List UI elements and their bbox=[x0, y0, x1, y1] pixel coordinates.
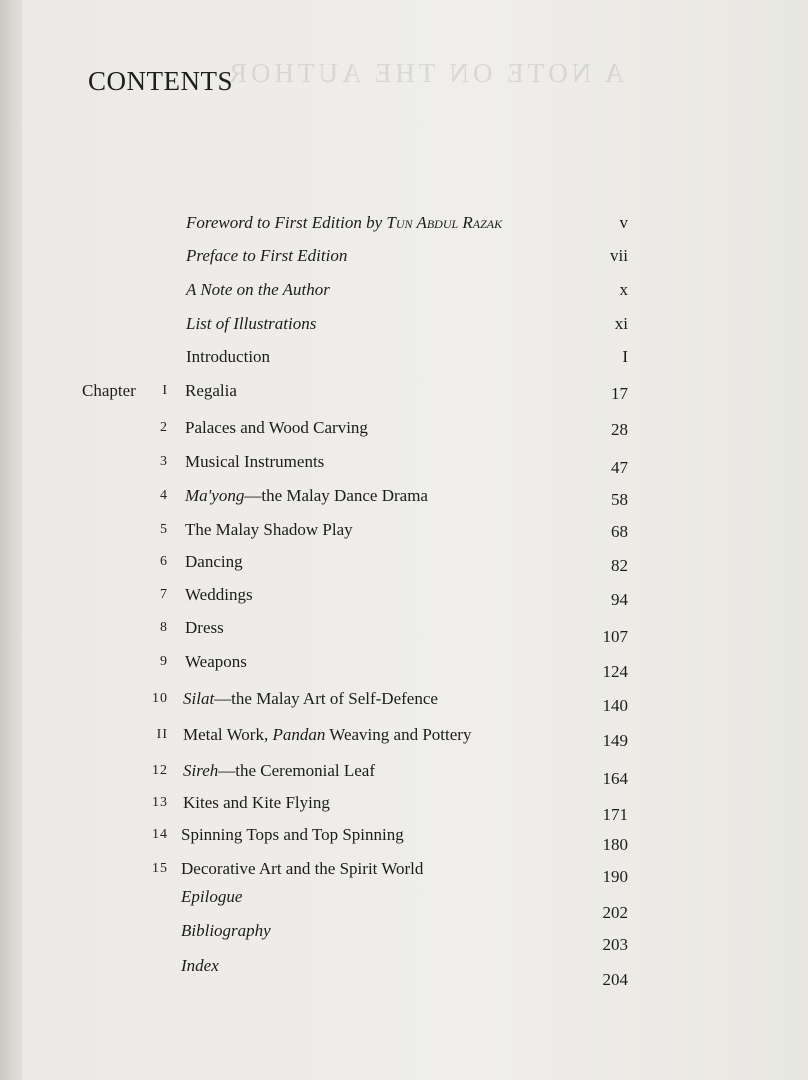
entry-title bbox=[186, 275, 330, 305]
chapter-number: 3 bbox=[160, 454, 168, 469]
toc-entry bbox=[0, 413, 808, 443]
entry-title-part: Musical Instruments bbox=[185, 452, 325, 471]
entry-title bbox=[185, 447, 324, 477]
chapter-number: 15 bbox=[152, 861, 168, 876]
entry-title bbox=[181, 854, 423, 884]
entry-title-part: —the Ceremonial Leaf bbox=[218, 761, 375, 780]
chapter-label: Chapter bbox=[82, 381, 136, 400]
page-number: 82 bbox=[611, 556, 628, 575]
page-number: 107 bbox=[602, 627, 628, 646]
entry-title bbox=[186, 342, 270, 372]
toc-entry bbox=[0, 580, 808, 610]
page-number: 171 bbox=[602, 805, 628, 824]
chapter-number: 8 bbox=[160, 620, 168, 635]
entry-title-part: Epilogue bbox=[181, 887, 243, 906]
entry-title-part: Spinning Tops and Top Spinning bbox=[181, 825, 404, 844]
entry-title bbox=[185, 580, 253, 610]
entry-title bbox=[185, 613, 224, 643]
entry-title-part: Bibliography bbox=[181, 921, 271, 940]
page-number: 58 bbox=[611, 490, 628, 509]
entry-title bbox=[183, 756, 375, 786]
entry-title bbox=[185, 647, 247, 677]
toc-entry bbox=[0, 684, 808, 714]
chapter-number: 4 bbox=[160, 488, 168, 503]
entry-title bbox=[185, 515, 353, 545]
entry-title bbox=[181, 820, 404, 850]
toc-entry bbox=[0, 788, 808, 824]
toc-entry bbox=[0, 275, 808, 305]
chapter-number: 7 bbox=[160, 587, 168, 602]
page-number: xi bbox=[614, 314, 628, 333]
chapter-number: 10 bbox=[152, 691, 168, 706]
entry-title-part: Introduction bbox=[186, 347, 271, 366]
toc-entry bbox=[0, 613, 808, 646]
entry-title bbox=[185, 413, 368, 443]
page-number: 124 bbox=[602, 662, 628, 681]
toc-entry bbox=[0, 547, 808, 577]
entry-title bbox=[185, 547, 243, 577]
page-number: 94 bbox=[611, 590, 628, 609]
toc-entry bbox=[0, 647, 808, 681]
chapter-number: 2 bbox=[160, 420, 168, 435]
page-number: 204 bbox=[602, 970, 628, 989]
chapter-number: 5 bbox=[160, 522, 168, 537]
page-title: CONTENTS bbox=[88, 66, 233, 96]
page-number: 68 bbox=[611, 522, 628, 541]
toc-entry bbox=[0, 854, 808, 884]
entry-title bbox=[181, 882, 242, 912]
entry-title-part: —the Malay Art of Self-Defence bbox=[214, 689, 438, 708]
entry-title-part: Index bbox=[181, 956, 219, 975]
entry-title bbox=[186, 309, 316, 339]
chapter-number: II bbox=[156, 727, 168, 742]
entry-title-part: Dress bbox=[185, 618, 224, 637]
page-number: x bbox=[619, 280, 628, 299]
toc-entry bbox=[0, 447, 808, 477]
page-number: 180 bbox=[602, 835, 628, 854]
page-number: 202 bbox=[602, 903, 628, 922]
entry-title bbox=[183, 720, 471, 750]
entry-title-part: Sireh bbox=[183, 761, 219, 780]
toc-entry bbox=[0, 481, 808, 511]
toc-entry bbox=[0, 916, 808, 954]
toc-entry bbox=[0, 376, 808, 406]
entry-title-part: The Malay Shadow Play bbox=[185, 520, 353, 539]
toc-entry bbox=[0, 820, 808, 854]
entry-title-part: Metal Work, bbox=[183, 725, 273, 744]
entry-title bbox=[181, 916, 271, 946]
page-number: v bbox=[619, 213, 628, 232]
chapter-number: 9 bbox=[160, 654, 168, 669]
entry-title-part: Weaving and Pottery bbox=[325, 725, 472, 744]
page-number: 47 bbox=[611, 458, 628, 477]
entry-title-part: Preface to First Edition bbox=[186, 246, 348, 265]
chapter-number: 13 bbox=[152, 795, 168, 810]
entry-title bbox=[183, 684, 438, 714]
chapter-number: I bbox=[162, 383, 168, 398]
chapter-number: 14 bbox=[152, 827, 168, 842]
entry-title-part: Ma'yong bbox=[185, 486, 245, 505]
page-number: 17 bbox=[611, 384, 628, 403]
entry-title-part: Palaces and Wood Carving bbox=[185, 418, 368, 437]
chapter-number: 6 bbox=[160, 554, 168, 569]
page-number: 28 bbox=[611, 420, 628, 439]
entry-title-part: Kites and Kite Flying bbox=[183, 793, 330, 812]
toc-entry bbox=[0, 342, 808, 372]
page-number: 149 bbox=[602, 731, 628, 750]
toc-entry bbox=[0, 720, 808, 750]
entry-title-part: Dancing bbox=[185, 552, 243, 571]
entry-title bbox=[183, 788, 330, 818]
toc-entry bbox=[0, 882, 808, 922]
toc-entry bbox=[0, 756, 808, 786]
show-through-text: A NOTE ON THE AUTHOR bbox=[225, 58, 624, 88]
page-number: I bbox=[622, 347, 628, 366]
entry-title-part: Weddings bbox=[185, 585, 253, 604]
entry-title bbox=[185, 481, 428, 511]
page-number: 164 bbox=[602, 769, 628, 788]
toc-entry bbox=[0, 208, 808, 238]
entry-title bbox=[185, 376, 237, 406]
entry-title-part: List of Illustrations bbox=[186, 314, 317, 333]
chapter-number: 12 bbox=[152, 763, 168, 778]
entry-title-part: Weapons bbox=[185, 652, 247, 671]
page-number: 203 bbox=[602, 935, 628, 954]
entry-title-part: Tun Abdul Razak bbox=[386, 213, 503, 232]
entry-title-part: Foreword to First Edition by bbox=[186, 213, 387, 232]
page-number: 140 bbox=[602, 696, 628, 715]
toc-entry bbox=[0, 241, 808, 271]
entry-title bbox=[186, 241, 347, 271]
entry-title-part: Regalia bbox=[185, 381, 237, 400]
page-number: 190 bbox=[602, 867, 628, 886]
entry-title-part: Silat bbox=[183, 689, 215, 708]
entry-title bbox=[186, 208, 502, 238]
entry-title-part: A Note on the Author bbox=[186, 280, 330, 299]
page-number: vii bbox=[610, 246, 628, 265]
toc-entry bbox=[0, 515, 808, 545]
toc-entry bbox=[0, 309, 808, 339]
entry-title-part: —the Malay Dance Drama bbox=[244, 486, 428, 505]
entry-title-part: Decorative Art and the Spirit World bbox=[181, 859, 424, 878]
toc-entry bbox=[0, 951, 808, 989]
entry-title-part: Pandan bbox=[272, 725, 326, 744]
entry-title bbox=[181, 951, 219, 981]
